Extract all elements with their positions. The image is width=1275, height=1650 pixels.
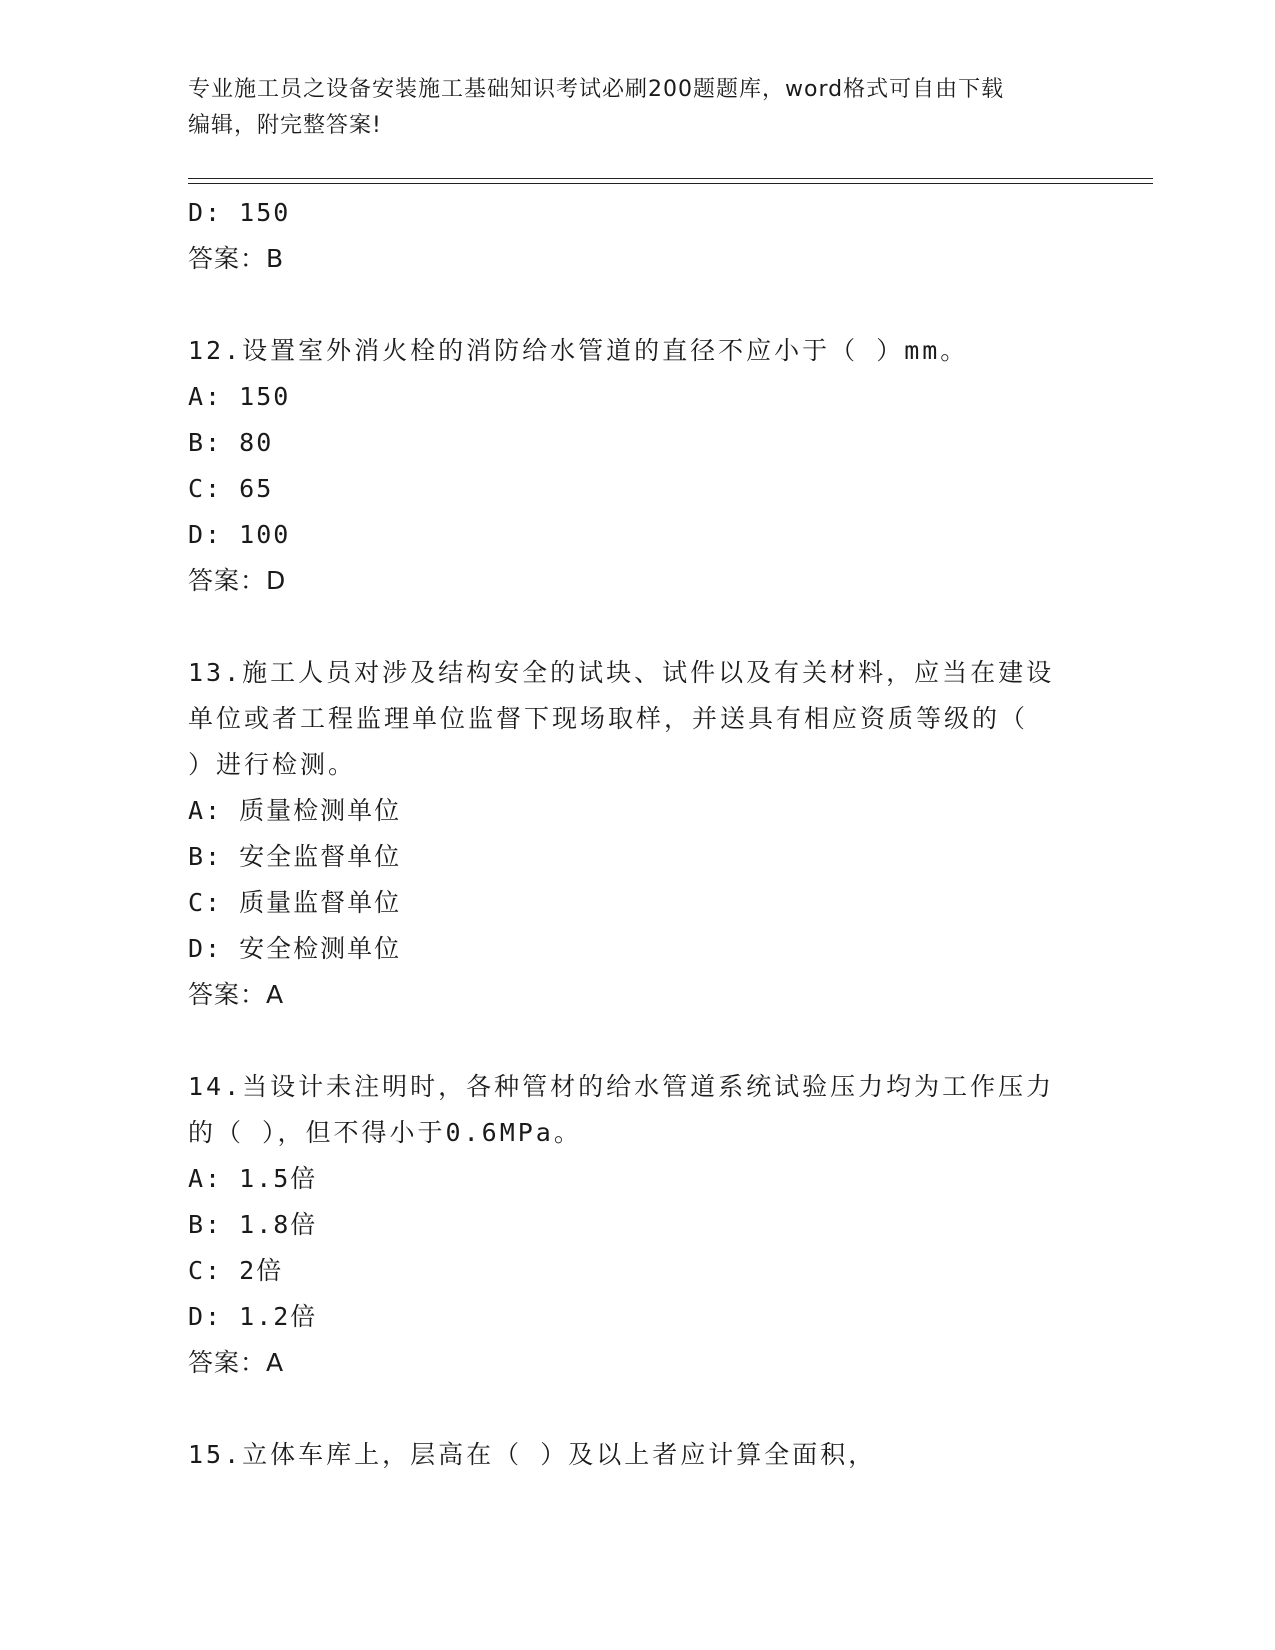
q12-option-d: D: 100 bbox=[188, 520, 291, 549]
q13-option-c: C: 质量监督单位 bbox=[188, 888, 402, 917]
q14-line-2: 的（ ），但不得小于0.6MPa。 bbox=[188, 1118, 582, 1147]
q14-answer: 答案：A bbox=[188, 1348, 285, 1377]
q13-line-3: ）进行检测。 bbox=[188, 750, 357, 779]
q13-option-d: D: 安全检测单位 bbox=[188, 934, 402, 963]
q12-answer: 答案：D bbox=[188, 566, 287, 595]
question-12-text: 12.设置室外消火栓的消防给水管道的直径不应小于（ ）mm。 bbox=[188, 336, 969, 365]
q13-answer: 答案：A bbox=[188, 980, 285, 1009]
q14-line-1: 14.当设计未注明时，各种管材的给水管道系统试验压力均为工作压力 bbox=[188, 1072, 1055, 1101]
header-line-2: 编辑，附完整答案! bbox=[188, 113, 382, 138]
q13-line-1: 13.施工人员对涉及结构安全的试块、试件以及有关材料，应当在建设 bbox=[188, 658, 1055, 687]
q14-option-c: C: 2倍 bbox=[188, 1256, 284, 1285]
document-header bbox=[188, 72, 1068, 144]
question-13-text bbox=[188, 650, 1088, 788]
q13-line-2: 单位或者工程监理单位监督下现场取样，并送具有相应资质等级的（ bbox=[188, 704, 1029, 733]
q14-option-b: B: 1.8倍 bbox=[188, 1210, 318, 1239]
q14-option-d: D: 1.2倍 bbox=[188, 1302, 318, 1331]
q13-option-a: A: 质量检测单位 bbox=[188, 796, 402, 825]
header-line-1: 专业施工员之设备安装施工基础知识考试必刷200题题库，word格式可自由下载 bbox=[188, 77, 1005, 102]
question-14-text bbox=[188, 1064, 1088, 1156]
q12-option-b: B: 80 bbox=[188, 428, 274, 457]
q13-option-b: B: 安全监督单位 bbox=[188, 842, 402, 871]
header-rule-top bbox=[188, 178, 1153, 179]
question-list bbox=[188, 190, 1088, 1478]
q12-option-c: C: 65 bbox=[188, 474, 274, 503]
prev-answer: 答案：B bbox=[188, 244, 285, 273]
header-rule-bottom bbox=[188, 183, 1153, 184]
q12-option-a: A: 150 bbox=[188, 382, 291, 411]
question-15-text: 15.立体车库上，层高在（ ）及以上者应计算全面积， bbox=[188, 1440, 877, 1469]
q14-option-a: A: 1.5倍 bbox=[188, 1164, 318, 1193]
prev-option-d: D: 150 bbox=[188, 198, 291, 227]
